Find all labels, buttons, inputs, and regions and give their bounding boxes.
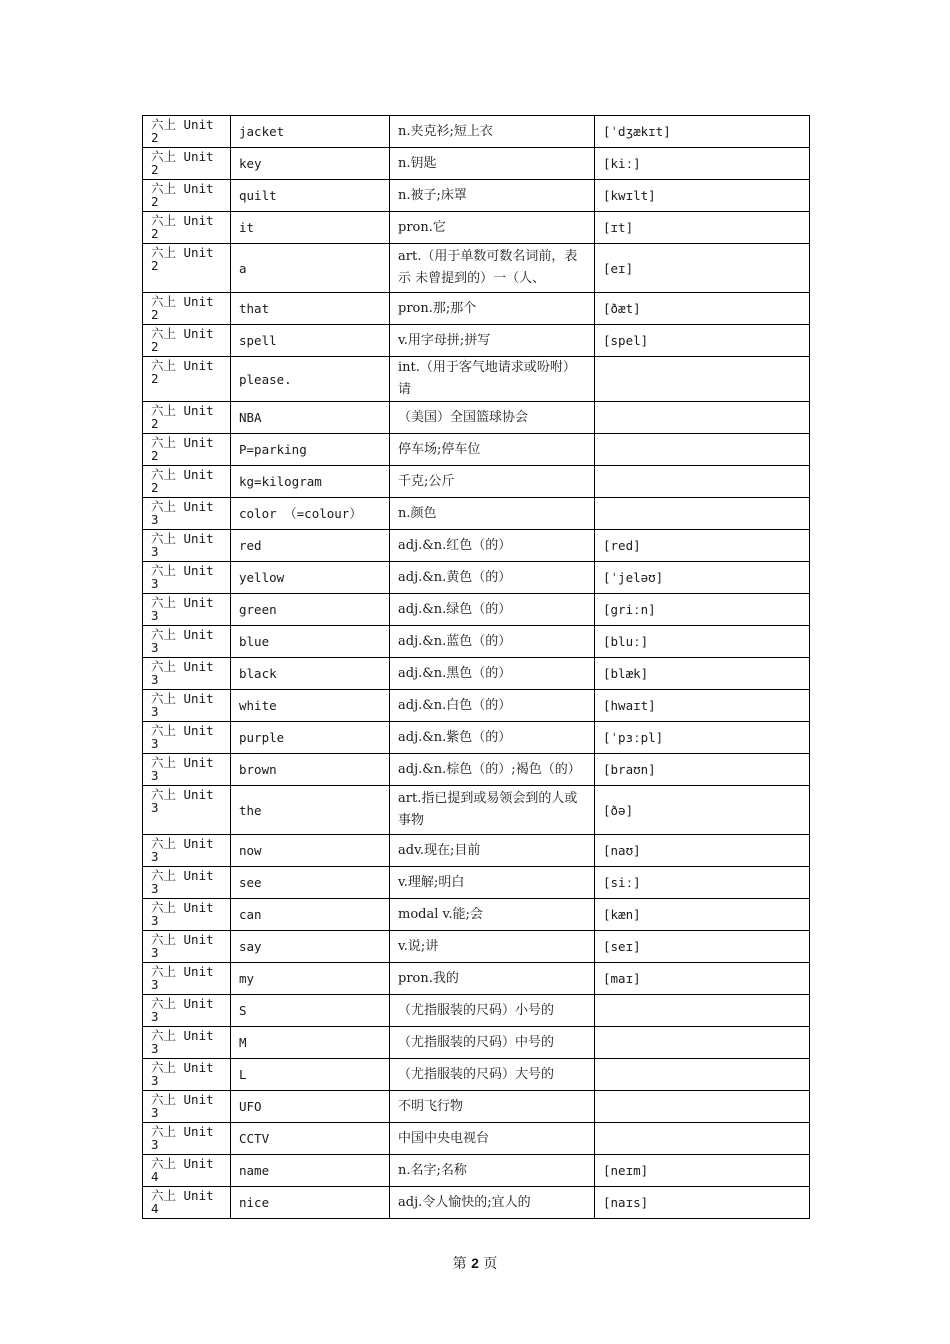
table-row	[143, 402, 810, 434]
page-number: 2	[471, 1255, 479, 1271]
word-cell: key	[231, 148, 390, 180]
phonetic-cell: [ˈpɜːpl]	[595, 722, 810, 754]
unit-cell: 六上 Unit 3	[143, 562, 231, 594]
footer-prefix: 第	[452, 1256, 467, 1272]
table-row	[143, 995, 810, 1027]
table-row	[143, 498, 810, 530]
phonetic-cell: [naɪs]	[595, 1187, 810, 1219]
table-row	[143, 626, 810, 658]
phonetic-cell: [spel]	[595, 325, 810, 357]
unit-cell: 六上 Unit 3	[143, 963, 231, 995]
phonetic-cell: [blæk]	[595, 658, 810, 690]
unit-cell: 六上 Unit 2	[143, 357, 231, 402]
vocabulary-table-body	[143, 116, 810, 1219]
unit-cell: 六上 Unit 3	[143, 1091, 231, 1123]
phonetic-cell: [ɪt]	[595, 212, 810, 244]
word-cell: P=parking	[231, 434, 390, 466]
phonetic-cell: [griːn]	[595, 594, 810, 626]
word-cell: can	[231, 899, 390, 931]
word-cell: a	[231, 244, 390, 293]
table-row	[143, 690, 810, 722]
word-cell: say	[231, 931, 390, 963]
unit-cell: 六上 Unit 2	[143, 212, 231, 244]
table-row	[143, 1091, 810, 1123]
word-cell: UFO	[231, 1091, 390, 1123]
unit-cell: 六上 Unit 3	[143, 1123, 231, 1155]
meaning-cell: adj.&n.红色（的）	[390, 530, 595, 562]
unit-cell: 六上 Unit 2	[143, 148, 231, 180]
phonetic-cell: [ðæt]	[595, 293, 810, 325]
table-row	[143, 434, 810, 466]
unit-cell: 六上 Unit 3	[143, 658, 231, 690]
table-row	[143, 466, 810, 498]
word-cell: L	[231, 1059, 390, 1091]
meaning-cell: adj.&n.黑色（的）	[390, 658, 595, 690]
meaning-cell: v.用字母拼;拼写	[390, 325, 595, 357]
unit-cell: 六上 Unit 2	[143, 244, 231, 293]
phonetic-cell	[595, 1091, 810, 1123]
word-cell: jacket	[231, 116, 390, 148]
word-cell: please.	[231, 357, 390, 402]
footer-suffix: 页	[483, 1256, 498, 1272]
table-row	[143, 722, 810, 754]
table-row	[143, 1155, 810, 1187]
phonetic-cell	[595, 434, 810, 466]
unit-cell: 六上 Unit 3	[143, 786, 231, 835]
meaning-cell: adj.&n.绿色（的）	[390, 594, 595, 626]
table-row	[143, 594, 810, 626]
phonetic-cell: [siː]	[595, 867, 810, 899]
phonetic-cell: [seɪ]	[595, 931, 810, 963]
word-cell: S	[231, 995, 390, 1027]
unit-cell: 六上 Unit 3	[143, 835, 231, 867]
meaning-cell: art.（用于单数可数名词前，表示 未曾提到的）一（人、	[390, 244, 595, 293]
meaning-cell: art.指已提到或易领会到的人或 事物	[390, 786, 595, 835]
table-row	[143, 963, 810, 995]
unit-cell: 六上 Unit 3	[143, 754, 231, 786]
meaning-cell: 不明飞行物	[390, 1091, 595, 1123]
word-cell: see	[231, 867, 390, 899]
phonetic-cell: [kwɪlt]	[595, 180, 810, 212]
word-cell: color （=colour）	[231, 498, 390, 530]
table-row	[143, 835, 810, 867]
word-cell: name	[231, 1155, 390, 1187]
meaning-cell: n.夹克衫;短上衣	[390, 116, 595, 148]
meaning-cell: int.（用于客气地请求或吩咐）请	[390, 357, 595, 402]
table-row	[143, 357, 810, 402]
unit-cell: 六上 Unit 2	[143, 325, 231, 357]
word-cell: quilt	[231, 180, 390, 212]
meaning-cell: adj.&n.棕色（的）;褐色（的）	[390, 754, 595, 786]
word-cell: that	[231, 293, 390, 325]
word-cell: NBA	[231, 402, 390, 434]
vocabulary-table	[142, 115, 810, 1219]
unit-cell: 六上 Unit 2	[143, 434, 231, 466]
unit-cell: 六上 Unit 3	[143, 995, 231, 1027]
phonetic-cell	[595, 995, 810, 1027]
table-row	[143, 754, 810, 786]
page-footer	[0, 1253, 950, 1273]
word-cell: yellow	[231, 562, 390, 594]
unit-cell: 六上 Unit 2	[143, 116, 231, 148]
meaning-cell: adj.&n.紫色（的）	[390, 722, 595, 754]
word-cell: nice	[231, 1187, 390, 1219]
table-row	[143, 899, 810, 931]
phonetic-cell: [braʊn]	[595, 754, 810, 786]
word-cell: purple	[231, 722, 390, 754]
unit-cell: 六上 Unit 3	[143, 498, 231, 530]
meaning-cell: （美国）全国篮球协会	[390, 402, 595, 434]
table-row	[143, 293, 810, 325]
unit-cell: 六上 Unit 4	[143, 1187, 231, 1219]
phonetic-cell	[595, 357, 810, 402]
meaning-cell: adv.现在;目前	[390, 835, 595, 867]
unit-cell: 六上 Unit 3	[143, 722, 231, 754]
unit-cell: 六上 Unit 3	[143, 899, 231, 931]
meaning-cell: adj.&n.蓝色（的）	[390, 626, 595, 658]
unit-cell: 六上 Unit 3	[143, 931, 231, 963]
meaning-cell: pron.它	[390, 212, 595, 244]
phonetic-cell	[595, 1123, 810, 1155]
meaning-cell: （尤指服装的尺码）中号的	[390, 1027, 595, 1059]
word-cell: my	[231, 963, 390, 995]
meaning-cell: v.理解;明白	[390, 867, 595, 899]
phonetic-cell	[595, 498, 810, 530]
meaning-cell: n.钥匙	[390, 148, 595, 180]
meaning-cell: modal v.能;会	[390, 899, 595, 931]
meaning-cell: adj.&n.黄色（的）	[390, 562, 595, 594]
phonetic-cell: [ˈdʒækɪt]	[595, 116, 810, 148]
phonetic-cell: [red]	[595, 530, 810, 562]
meaning-cell: （尤指服装的尺码）大号的	[390, 1059, 595, 1091]
meaning-cell: （尤指服装的尺码）小号的	[390, 995, 595, 1027]
phonetic-cell	[595, 1027, 810, 1059]
meaning-cell: adj.令人愉快的;宜人的	[390, 1187, 595, 1219]
unit-cell: 六上 Unit 2	[143, 180, 231, 212]
unit-cell: 六上 Unit 3	[143, 530, 231, 562]
unit-cell: 六上 Unit 2	[143, 293, 231, 325]
meaning-cell: 中国中央电视台	[390, 1123, 595, 1155]
word-cell: it	[231, 212, 390, 244]
phonetic-cell: [ðə]	[595, 786, 810, 835]
table-row	[143, 1059, 810, 1091]
meaning-cell: v.说;讲	[390, 931, 595, 963]
unit-cell: 六上 Unit 2	[143, 402, 231, 434]
table-row	[143, 786, 810, 835]
unit-cell: 六上 Unit 3	[143, 690, 231, 722]
phonetic-cell: [naʊ]	[595, 835, 810, 867]
meaning-cell: 千克;公斤	[390, 466, 595, 498]
table-row	[143, 180, 810, 212]
word-cell: now	[231, 835, 390, 867]
phonetic-cell	[595, 466, 810, 498]
unit-cell: 六上 Unit 4	[143, 1155, 231, 1187]
phonetic-cell: [eɪ]	[595, 244, 810, 293]
word-cell: spell	[231, 325, 390, 357]
table-row	[143, 562, 810, 594]
meaning-cell: n.被子;床罩	[390, 180, 595, 212]
meaning-cell: pron.那;那个	[390, 293, 595, 325]
table-row	[143, 931, 810, 963]
meaning-cell: n.颜色	[390, 498, 595, 530]
unit-cell: 六上 Unit 3	[143, 1027, 231, 1059]
word-cell: brown	[231, 754, 390, 786]
word-cell: CCTV	[231, 1123, 390, 1155]
word-cell: M	[231, 1027, 390, 1059]
unit-cell: 六上 Unit 2	[143, 466, 231, 498]
word-cell: kg=kilogram	[231, 466, 390, 498]
phonetic-cell	[595, 1059, 810, 1091]
phonetic-cell	[595, 402, 810, 434]
table-row	[143, 212, 810, 244]
table-row	[143, 1187, 810, 1219]
table-row	[143, 658, 810, 690]
unit-cell: 六上 Unit 3	[143, 867, 231, 899]
table-row	[143, 1027, 810, 1059]
word-cell: blue	[231, 626, 390, 658]
unit-cell: 六上 Unit 3	[143, 1059, 231, 1091]
phonetic-cell: [kæn]	[595, 899, 810, 931]
phonetic-cell: [neɪm]	[595, 1155, 810, 1187]
table-row	[143, 116, 810, 148]
unit-cell: 六上 Unit 3	[143, 594, 231, 626]
table-row	[143, 148, 810, 180]
table-row	[143, 867, 810, 899]
word-cell: the	[231, 786, 390, 835]
word-cell: white	[231, 690, 390, 722]
meaning-cell: n.名字;名称	[390, 1155, 595, 1187]
table-row	[143, 244, 810, 293]
meaning-cell: pron.我的	[390, 963, 595, 995]
word-cell: black	[231, 658, 390, 690]
phonetic-cell: [maɪ]	[595, 963, 810, 995]
phonetic-cell: [kiː]	[595, 148, 810, 180]
phonetic-cell: [bluː]	[595, 626, 810, 658]
word-cell: red	[231, 530, 390, 562]
table-row	[143, 1123, 810, 1155]
word-cell: green	[231, 594, 390, 626]
phonetic-cell: [ˈjeləʊ]	[595, 562, 810, 594]
unit-cell: 六上 Unit 3	[143, 626, 231, 658]
phonetic-cell: [hwaɪt]	[595, 690, 810, 722]
meaning-cell: adj.&n.白色（的）	[390, 690, 595, 722]
meaning-cell: 停车场;停车位	[390, 434, 595, 466]
table-row	[143, 325, 810, 357]
table-row	[143, 530, 810, 562]
